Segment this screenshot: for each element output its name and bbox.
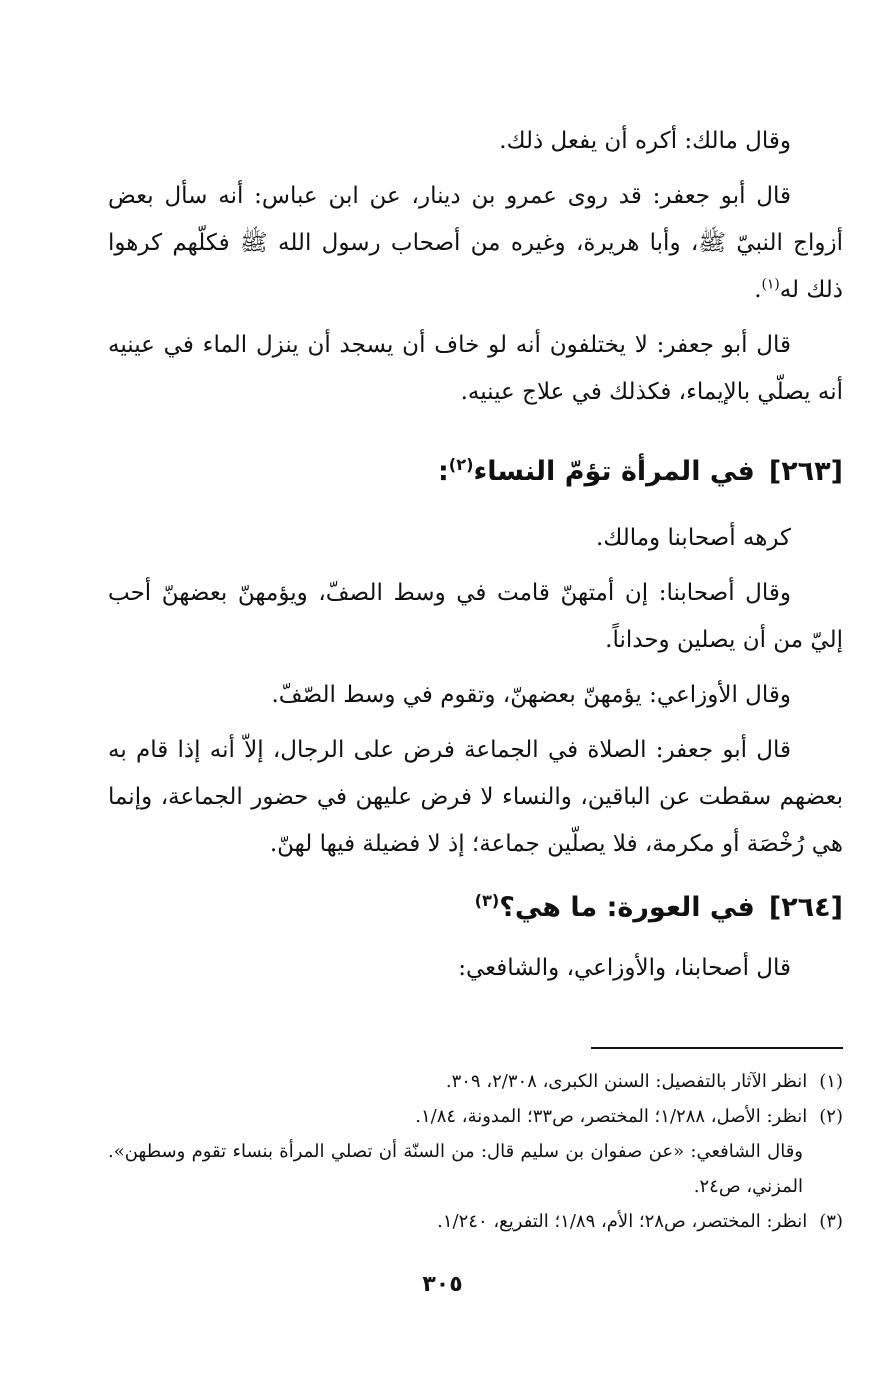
page-number: ٣٠٥ <box>422 1272 463 1297</box>
section-title: في المرأة تؤمّ النساء <box>473 456 755 487</box>
footnote-text: انظر: الأصل، ١/٢٨٨؛ المختصر، ص٣٣؛ المدونة، ١/٨٤. <box>415 1106 808 1127</box>
paragraph: قال أبو جعفر: لا يختلفون أنه لو خاف أن يسجد أن ينزل الماء في عينيه أنه يصلّي بالإيماء، فكذلك في علاج عينيه. <box>108 332 843 405</box>
footnote <box>108 1064 843 1099</box>
section-heading-264 <box>108 888 843 928</box>
section-number: [٢٦٤] <box>768 892 843 923</box>
footnote-mark: (٣) <box>819 1211 843 1232</box>
footnote-ref: (٣) <box>474 891 500 910</box>
footnotes <box>108 1064 843 1239</box>
text-block-2 <box>108 515 843 868</box>
paragraph-text: قال أبو جعفر: قد روى عمرو بن دينار، عن ابن عباس: أنه سأل بعض أزواج النبيّ ﷺ، وأبا هريرة، وغيره من أصحاب رسول الله ﷺ فكلّهم كرهوا ذلك له <box>108 183 843 303</box>
footnote-mark: (٢) <box>819 1106 843 1127</box>
section-title: في العورة: ما هي؟ <box>499 892 755 923</box>
section-number: [٢٦٣] <box>768 456 843 487</box>
section-heading-263 <box>108 452 843 492</box>
footnote-text: انظر الآثار بالتفصيل: السنن الكبرى، ٢/٣٠٨، ٣٠٩. <box>445 1071 808 1092</box>
text-block-3 <box>108 945 843 992</box>
paragraph: كرهه أصحابنا ومالك. <box>596 525 791 551</box>
footnote-continuation: وقال الشافعي: «عن صفوان بن سليم قال: من السنّة أن تصلي المرأة بنساء تقوم وسطهن». المزني، ص٢٤. <box>108 1141 803 1197</box>
paragraph: وقال أصحابنا: إن أمتهنّ قامت في وسط الصفّ، ويؤمهنّ بعضهنّ أحب إليّ من أن يصلين وحداناً. <box>108 580 843 653</box>
paragraph-end: . <box>754 277 762 303</box>
footnote-text: انظر: المختصر، ص٢٨؛ الأم، ١/٨٩؛ التفريع، ١/٢٤٠. <box>437 1211 808 1232</box>
footnote-separator <box>591 1047 843 1049</box>
footnote-mark: (١) <box>819 1071 843 1092</box>
footnote <box>108 1099 843 1134</box>
paragraph <box>108 173 843 314</box>
footnote-ref: (٢) <box>448 455 474 474</box>
paragraph: وقال مالك: أكره أن يفعل ذلك. <box>499 128 791 154</box>
paragraph: قال أصحابنا، والأوزاعي، والشافعي: <box>458 955 791 981</box>
paragraph: قال أبو جعفر: الصلاة في الجماعة فرض على الرجال، إلاّ أنه إذا قام به بعضهم سقطت عن الباقين، والنساء لا فرض عليهن في حضور الجماعة، وإنما هي رُخْصَة أو مكرمة، فلا يصلّين جماعة؛ إذ لا فضيلة فيها لهنّ. <box>108 737 843 857</box>
paragraph: وقال الأوزاعي: يؤمهنّ بعضهنّ، وتقوم في وسط الصّفّ. <box>271 682 791 708</box>
section-colon: : <box>437 456 449 487</box>
footnote-ref: (١) <box>761 276 780 293</box>
footnote <box>108 1204 843 1239</box>
text-block-1 <box>108 118 843 416</box>
